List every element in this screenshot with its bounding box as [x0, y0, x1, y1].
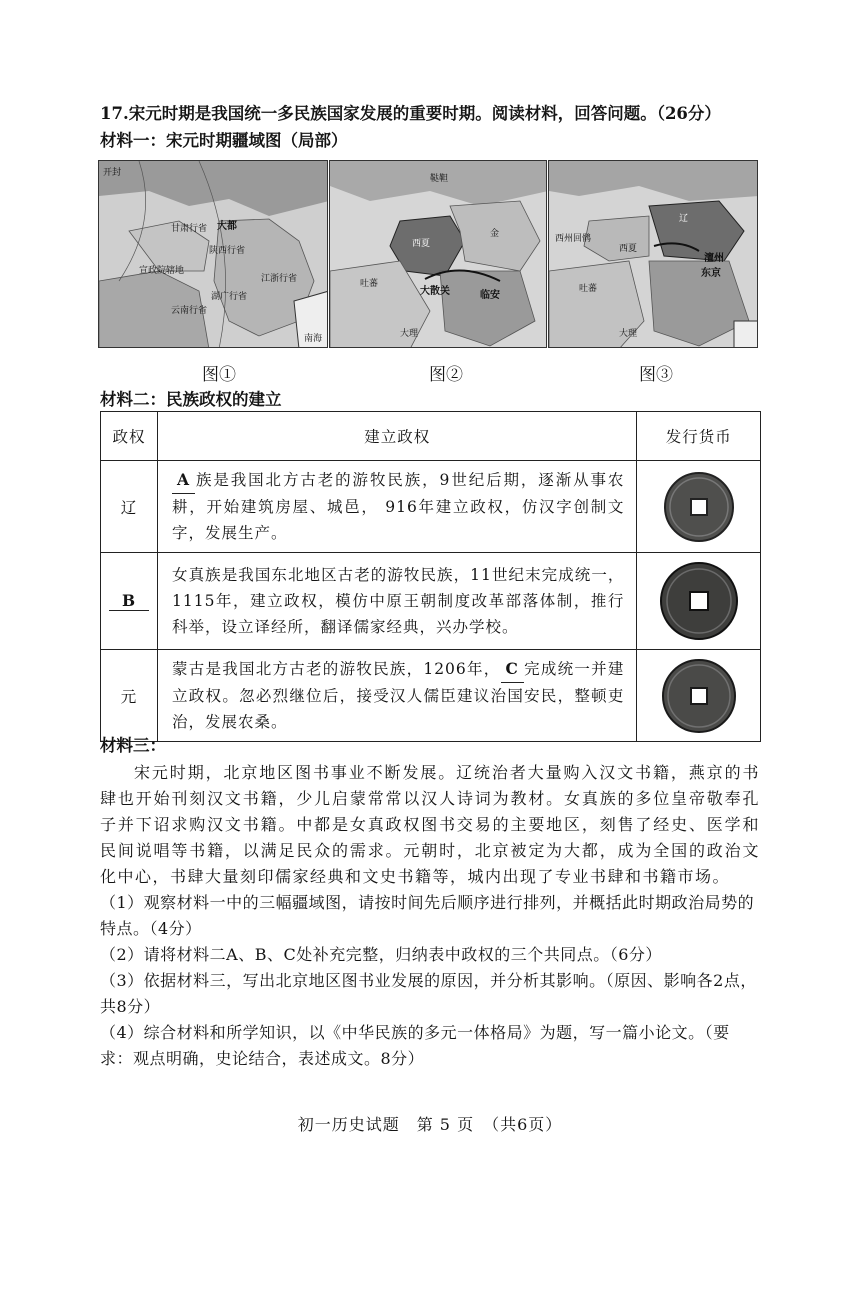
yuan-coin-image	[660, 657, 738, 735]
question-3: （3）依据材料三，写出北京地区图书业发展的原因，并分析其影响。（原因、影响各2点，共8分）	[100, 971, 757, 1016]
map-1-name-6: 云南行省	[171, 306, 208, 316]
map-3-name-5: 吐蕃	[579, 284, 598, 294]
header-establish: 建立政权	[158, 412, 637, 461]
map-1-name-8: 南海	[304, 334, 323, 344]
desc-jin: 女真族是我国东北地区古老的游牧民族，11世纪末完成统一，1115年，建立政权，模仿中原王朝制度改革部落体制，推行科举，设立译经所，翻译儒家经典，兴办学校。	[158, 553, 637, 650]
regime-yuan: 元	[101, 650, 158, 742]
map-3-name-2: 辽	[679, 214, 689, 224]
table-row-yuan	[101, 650, 761, 742]
desc-yuan-after: 完成统一并建立政权。忽必烈继位后，接受汉人儒臣建议治国安民，整顿吏治，发展农桑。	[172, 660, 625, 731]
question-4: （4）综合材料和所学知识，以《中华民族的多元一体格局》为题，写一篇小论文。（要求：观点明确，史论结合，表述成文。8分）	[100, 1023, 730, 1068]
map-1-name-3: 陕西行省	[209, 246, 246, 256]
map-2-name-5: 吐蕃	[360, 279, 379, 289]
regimes-table	[100, 411, 761, 742]
map-1	[98, 160, 328, 348]
map-2-name-2: 金	[490, 229, 500, 239]
map-3-name-1: 西夏	[619, 244, 638, 254]
map-1-name-0: 开封	[103, 168, 122, 178]
table-row-liao	[101, 461, 761, 553]
blank-b: B	[109, 591, 149, 611]
material3-heading: 材料三：	[100, 736, 166, 755]
map-3-name-6: 大理	[619, 329, 638, 339]
map-2-name-6: 大理	[400, 329, 419, 339]
territory-maps	[98, 160, 758, 348]
map-3-name-3: 澶州	[704, 253, 724, 264]
desc-liao	[158, 461, 637, 553]
coin-cell-jin	[637, 553, 761, 650]
question-title: 17.宋元时期是我国统一多民族国家发展的重要时期。阅读材料，回答问题。（26分）	[100, 104, 721, 123]
blank-a: A	[172, 467, 195, 494]
map-2-name-4: 临安	[480, 290, 500, 301]
fig-label-3: 图③	[639, 365, 673, 385]
page-footer: 初一历史试题 第 5 页 （共6页）	[297, 1115, 563, 1134]
table-row-jin	[101, 553, 761, 650]
map-2-name-0: 鞑靼	[430, 174, 449, 184]
header-regime: 政权	[101, 412, 158, 461]
desc-yuan-before: 蒙古是我国北方古老的游牧民族，1206年，	[172, 660, 501, 678]
map-2-name-3: 大散关	[420, 286, 450, 297]
map-1-name-7: 江浙行省	[261, 274, 298, 284]
map-2	[329, 160, 547, 348]
fig-label-1: 图①	[202, 365, 236, 385]
material2-heading: 材料二：民族政权的建立	[100, 390, 282, 409]
material1-heading: 材料一：宋元时期疆域图（局部）	[100, 131, 348, 150]
map-1-graphic	[99, 161, 328, 348]
map-3-name-0: 西州回鹘	[555, 234, 592, 244]
map-1-name-5: 湖广行省	[211, 292, 248, 302]
desc-liao-text: 族是我国北方古老的游牧民族，9世纪后期，逐渐从事农耕，开始建筑房屋、城邑， 916年建立政权，仿汉字创制文字，发展生产。	[172, 471, 625, 542]
table-header-row	[101, 412, 761, 461]
liao-coin-image	[662, 470, 736, 544]
question-2: （2）请将材料二A、B、C处补充完整，归纳表中政权的三个共同点。（6分）	[100, 945, 662, 964]
map-1-name-1: 大都	[217, 221, 237, 232]
material3-text: 宋元时期，北京地区图书事业不断发展。辽统治者大量购入汉文书籍，燕京的书肆也开始刊刻汉文书籍，少儿启蒙常常以汉人诗词为教材。女真族的多位皇帝敬奉孔子并下诏求购汉文书籍。中都是女真政权图书交易的主要地区，刻售了经史、医学和民间说唱等书籍，以满足民众的需求。元朝时，北京被定为大都，成为全国的政治文化中心，书肆大量刻印儒家经典和文史书籍等，城内出现了专业书肆和书籍市场。	[100, 763, 760, 886]
coin-cell-yuan	[637, 650, 761, 742]
map-2-graphic	[330, 161, 547, 348]
coin-cell-liao	[637, 461, 761, 553]
map-1-name-2: 甘肃行省	[171, 224, 208, 234]
fig-label-2: 图②	[429, 365, 463, 385]
regime-liao: 辽	[101, 461, 158, 553]
regime-jin	[101, 553, 158, 650]
header-currency: 发行货币	[637, 412, 761, 461]
map-2-name-1: 西夏	[412, 239, 431, 249]
map-3-graphic	[549, 161, 758, 348]
map-3	[548, 160, 758, 348]
desc-yuan	[158, 650, 637, 742]
question-1: （1）观察材料一中的三幅疆域图，请按时间先后顺序进行排列，并概括此时期政治局势的特点。（4分）	[100, 893, 755, 938]
map-1-name-4: 宣政院辖地	[139, 266, 185, 276]
jin-coin-image	[658, 560, 740, 642]
map-3-name-4: 东京	[701, 268, 721, 279]
blank-c: C	[501, 656, 524, 683]
